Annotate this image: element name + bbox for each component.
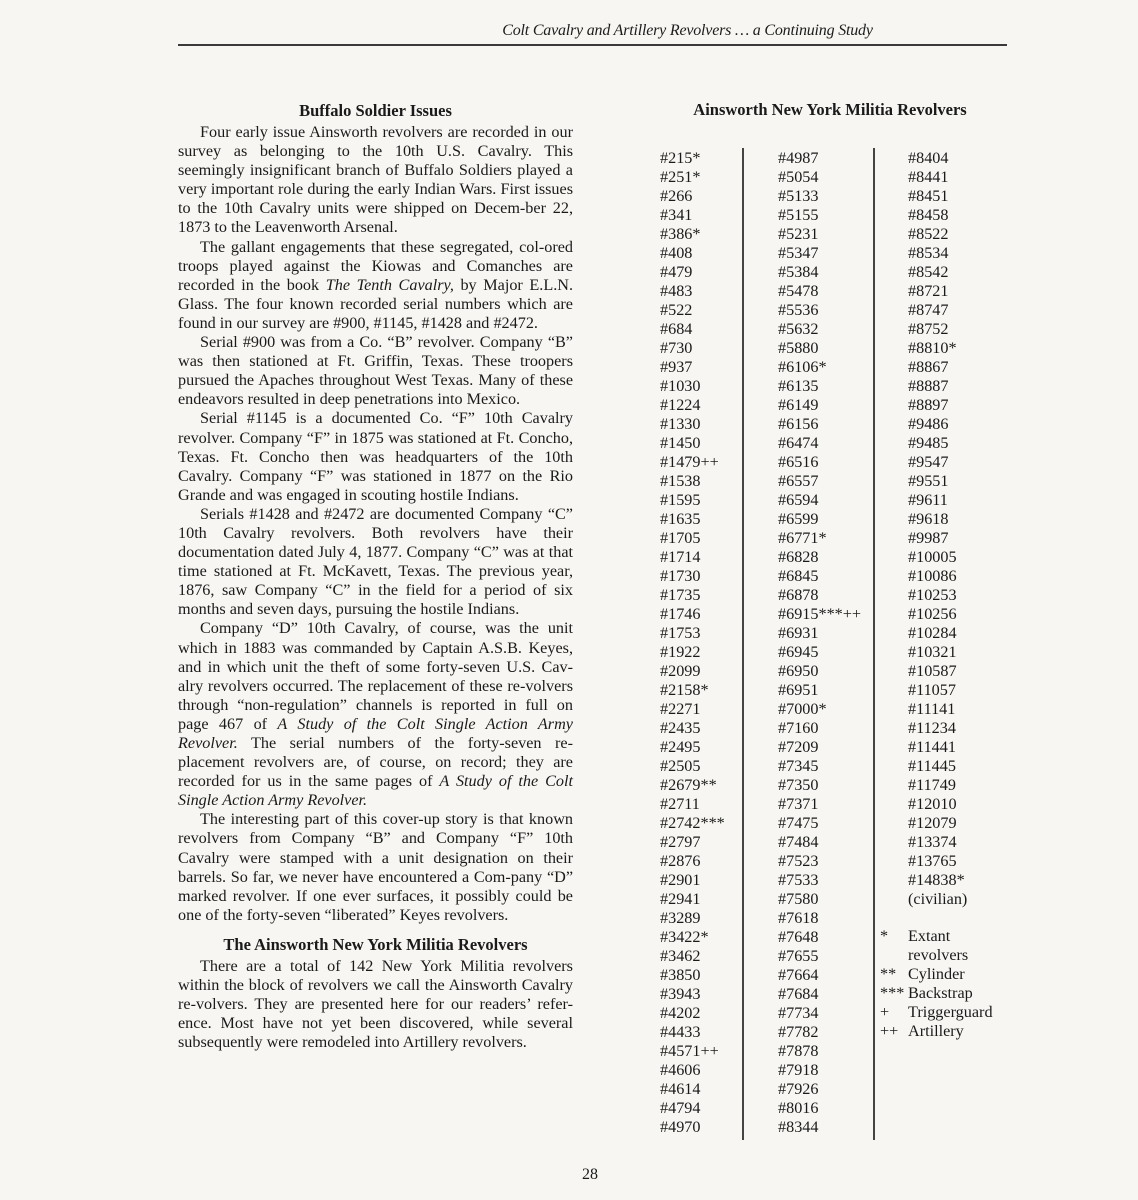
paragraph-1: Four early issue Ainsworth revolvers are recorded in our survey as belonging to the 10th U.S. Cavalry. This seemingly insignificant branch of Buffalo Soldiers played a very important role during the early Indian Wars. First issues to the 10th Cavalry units were shipped on Decem-ber 22, 1873 to the Leavenworth Arsenal. xyxy=(178,123,573,237)
serial-number: #7475 xyxy=(778,814,819,832)
serial-number: #5632 xyxy=(778,320,819,338)
legend-symbol: *** xyxy=(880,984,905,1002)
serial-number: #8016 xyxy=(778,1099,819,1117)
serial-number: #6516 xyxy=(778,453,819,471)
serial-number: #8404 xyxy=(908,149,949,167)
serial-number: #10005 xyxy=(908,548,957,566)
serial-number: #13765 xyxy=(908,852,957,870)
serial-number: #10284 xyxy=(908,624,957,642)
paragraph-2-text-end: by Major E.L.N. Glass. The four known recorded serial numbers which are found in our survey are #900, #1145, #1428 and #2472. xyxy=(178,275,573,332)
serial-number: #12010 xyxy=(908,795,957,813)
serial-number: #10321 xyxy=(908,643,957,661)
serial-number: #7580 xyxy=(778,890,819,908)
serial-number: #3422* xyxy=(660,928,709,946)
serial-number: #9547 xyxy=(908,453,949,471)
serial-number: #2679** xyxy=(660,776,717,794)
serial-number: #7484 xyxy=(778,833,819,851)
serial-number: #4970 xyxy=(660,1118,701,1136)
legend-symbol: ** xyxy=(880,965,897,983)
legend-label: Cylinder xyxy=(908,965,965,983)
serial-number: #10253 xyxy=(908,586,957,604)
serial-number: #8451 xyxy=(908,187,949,205)
column-divider-2 xyxy=(873,148,875,1140)
serial-number: #4614 xyxy=(660,1080,701,1098)
serial-number: #5478 xyxy=(778,282,819,300)
serial-number: #4987 xyxy=(778,149,819,167)
serial-number: #9485 xyxy=(908,434,949,452)
serial-number: #684 xyxy=(660,320,693,338)
serial-number: #2797 xyxy=(660,833,701,851)
serial-number: #11141 xyxy=(908,700,956,718)
serial-number: #5536 xyxy=(778,301,819,319)
serial-number: #479 xyxy=(660,263,693,281)
legend-symbol: ++ xyxy=(880,1022,899,1040)
serial-number: #1030 xyxy=(660,377,701,395)
serial-number: #7345 xyxy=(778,757,819,775)
serial-number: #341 xyxy=(660,206,693,224)
column-divider-1 xyxy=(742,148,744,1140)
legend-label: revolvers xyxy=(908,946,969,964)
serial-number: #8721 xyxy=(908,282,949,300)
serial-number: #2099 xyxy=(660,662,701,680)
legend-symbol: * xyxy=(880,927,889,945)
serial-number: #408 xyxy=(660,244,693,262)
book-title-colt-study-1: A Study of the Colt Single Action Army Revolver. xyxy=(178,714,573,752)
serial-number: #10587 xyxy=(908,662,957,680)
section-title-ny-militia: The Ainsworth New York Militia Revolvers xyxy=(223,934,528,954)
serial-number: #1735 xyxy=(660,586,701,604)
serial-number: #2876 xyxy=(660,852,701,870)
serial-number: #1635 xyxy=(660,510,701,528)
serial-number: #1330 xyxy=(660,415,701,433)
legend-item xyxy=(880,1003,1020,1022)
serial-table-title: Ainsworth New York Militia Revolvers xyxy=(693,100,967,119)
serial-number: #7523 xyxy=(778,852,819,870)
serial-number: #4571++ xyxy=(660,1042,719,1060)
serial-number: #2505 xyxy=(660,757,701,775)
serial-number: #11445 xyxy=(908,757,956,775)
serial-number: #6951 xyxy=(778,681,819,699)
serial-number: #7160 xyxy=(778,719,819,737)
page-number: 28 xyxy=(582,1166,598,1183)
serial-number: #2271 xyxy=(660,700,701,718)
book-title-colt-study-2: A Study of the Colt Single Action Army Revolver. xyxy=(178,772,573,810)
serial-number: #3289 xyxy=(660,909,701,927)
serial-number: #1714 xyxy=(660,548,701,566)
serial-number: #6950 xyxy=(778,662,819,680)
serial-number: #2742*** xyxy=(660,814,725,832)
serial-number: #8897 xyxy=(908,396,949,414)
serial-number: #3943 xyxy=(660,985,701,1003)
serial-number: #2901 xyxy=(660,871,701,889)
paragraph-2 xyxy=(178,238,573,333)
serial-number: #6931 xyxy=(778,624,819,642)
paragraph-ny-militia: There are a total of 142 New York Militia revolvers within the block of revolvers we call the Ainsworth Cavalry re-volvers. They are presented here for our readers’ refer-ence. Most have not yet been discovered, while several subsequently were remodeled into Artillery revolvers. xyxy=(178,956,573,1052)
serial-number: #1479++ xyxy=(660,453,719,471)
section-title-buffalo-soldier: Buffalo Soldier Issues xyxy=(299,101,452,120)
serial-number: #730 xyxy=(660,339,693,357)
legend-item xyxy=(880,1022,1020,1041)
serial-number: #8534 xyxy=(908,244,949,262)
serial-number: #14838* xyxy=(908,871,965,889)
civilian-note: (civilian) xyxy=(908,890,968,908)
serial-number: #12079 xyxy=(908,814,957,832)
serial-number: #522 xyxy=(660,301,693,319)
serial-number: #5347 xyxy=(778,244,819,262)
serial-number: #937 xyxy=(660,358,693,376)
serial-number: #3850 xyxy=(660,966,701,984)
serial-number: #6135 xyxy=(778,377,819,395)
serial-column-3 xyxy=(908,149,967,909)
serial-number: #2711 xyxy=(660,795,700,813)
serial-number: #7648 xyxy=(778,928,819,946)
serial-number: #7734 xyxy=(778,1004,819,1022)
serial-number: #6594 xyxy=(778,491,819,509)
legend xyxy=(880,927,1020,1041)
paragraph-4: Serial #1145 is a documented Co. “F” 10th Cavalry revolver. Company “F” in 1875 was stationed at Ft. Concho, Texas. Ft. Concho then was headquarters of the 10th Cavalry. Company “F” was stationed in 1877 on the Rio Grande and was engaged in scouting hostile Indians. xyxy=(178,409,573,504)
header-rule xyxy=(178,44,1007,46)
serial-number: #7664 xyxy=(778,966,819,984)
legend-label: Artillery xyxy=(908,1022,964,1040)
serial-number: #6771* xyxy=(778,529,827,547)
running-head xyxy=(178,22,1007,40)
serial-number: #6945 xyxy=(778,643,819,661)
serial-number: #10256 xyxy=(908,605,957,623)
serial-number: #215* xyxy=(660,149,701,167)
serial-number: #7371 xyxy=(778,795,819,813)
paragraph-3: Serial #900 was from a Co. “B” revolver. Company “B” was then stationed at Ft. Griffin, Texas. These troopers pursued the Apaches throughout West Texas. Many of these endeavors resulted in deep penetrations into Mexico. xyxy=(178,333,573,409)
serial-number: #11234 xyxy=(908,719,956,737)
serial-number: #11057 xyxy=(908,681,956,699)
serial-number: #6845 xyxy=(778,567,819,585)
serial-number: #386* xyxy=(660,225,701,243)
legend-symbol xyxy=(880,946,908,965)
serial-number: #6156 xyxy=(778,415,819,433)
serial-number: #7878 xyxy=(778,1042,819,1060)
serial-number: #6149 xyxy=(778,396,819,414)
serial-number: #1753 xyxy=(660,624,701,642)
serial-number: #6599 xyxy=(778,510,819,528)
running-head-title: Colt Cavalry and Artillery Revolvers … a Continuing Study xyxy=(502,22,873,39)
serial-number: #1922 xyxy=(660,643,701,661)
paragraph-6-text-mid: The serial numbers of the forty-seven re-placement revolvers are, of course, on record; they are recorded for us in the same pages of xyxy=(178,734,573,791)
serial-number: #1450 xyxy=(660,434,701,452)
serial-column-2 xyxy=(778,149,861,1137)
serial-number: #9611 xyxy=(908,491,948,509)
serial-number: #5231 xyxy=(778,225,819,243)
book-title-tenth-cavalry: The Tenth Cavalry, xyxy=(325,275,454,294)
serial-number: #7926 xyxy=(778,1080,819,1098)
serial-number: #10086 xyxy=(908,567,957,585)
serial-number: #4794 xyxy=(660,1099,701,1117)
serial-number: #8752 xyxy=(908,320,949,338)
serial-number: #8344 xyxy=(778,1118,819,1136)
serial-number: #1730 xyxy=(660,567,701,585)
serial-number: #7684 xyxy=(778,985,819,1003)
serial-number: #8810* xyxy=(908,339,957,357)
serial-number: #11441 xyxy=(908,738,956,756)
serial-number: #1224 xyxy=(660,396,701,414)
serial-number: #7533 xyxy=(778,871,819,889)
serial-number: #8542 xyxy=(908,263,949,281)
serial-number: #9618 xyxy=(908,510,949,528)
legend-item xyxy=(880,946,1020,965)
legend-item xyxy=(880,927,1020,946)
serial-number: #2495 xyxy=(660,738,701,756)
serial-number: #7209 xyxy=(778,738,819,756)
serial-number: #1746 xyxy=(660,605,701,623)
serial-number: #13374 xyxy=(908,833,957,851)
serial-number: #2435 xyxy=(660,719,701,737)
serial-number: #8458 xyxy=(908,206,949,224)
serial-number: #6106* xyxy=(778,358,827,376)
serial-number: #251* xyxy=(660,168,701,186)
legend-label: Backstrap xyxy=(908,984,973,1002)
serial-number: #9987 xyxy=(908,529,949,547)
serial-number: #5880 xyxy=(778,339,819,357)
serial-number: #6878 xyxy=(778,586,819,604)
serial-number: #5384 xyxy=(778,263,819,281)
paragraph-6-text: Company “D” 10th Cavalry, of course, was the unit which in 1883 was commanded by Captain A.S.B. Keyes, and in which unit the theft of some forty-seven U.S. Cav-alry revolvers occurred. The replacement of these re-volvers through “non-regulation” channels is reported in full on page 467 of xyxy=(178,619,573,733)
serial-number: #4433 xyxy=(660,1023,701,1041)
serial-number: #5133 xyxy=(778,187,819,205)
serial-number: #266 xyxy=(660,187,693,205)
paragraph-5: Serials #1428 and #2472 are documented Company “C” 10th Cavalry revolvers. Both revolvers have their documentation dated July 4, 1877. Company “C” was at that time stationed at Ft. McKavett, Texas. The previous year, 1876, saw Company “C” in the field for a period of six months and seven days, pursuing the hostile Indians. xyxy=(178,504,573,619)
serial-number: #2941 xyxy=(660,890,701,908)
serial-number: #6828 xyxy=(778,548,819,566)
paragraph-7: The interesting part of this cover-up story is that known revolvers from Company “B” and Company “F” 10th Cavalry were stamped with a unit designation on their barrels. So far, we never have encountered a Com-pany “D” marked revolver. If one ever surfaces, it possibly could be one of the forty-seven “liberated” Keyes revolvers. xyxy=(178,810,573,924)
paragraph-6 xyxy=(178,619,573,810)
serial-number: #1595 xyxy=(660,491,701,509)
serial-number: #1705 xyxy=(660,529,701,547)
legend-item xyxy=(880,984,1020,1003)
serial-number: #7000* xyxy=(778,700,827,718)
serial-number: #3462 xyxy=(660,947,701,965)
serial-number: #6915***++ xyxy=(778,605,862,623)
serial-number: #1538 xyxy=(660,472,701,490)
serial-number: #5155 xyxy=(778,206,819,224)
serial-number: #7782 xyxy=(778,1023,819,1041)
legend-item xyxy=(880,965,1020,984)
serial-number: #7655 xyxy=(778,947,819,965)
serial-column-1 xyxy=(660,149,725,1137)
serial-number: #9551 xyxy=(908,472,949,490)
serial-number: #5054 xyxy=(778,168,819,186)
serial-number: #4202 xyxy=(660,1004,701,1022)
serial-number: #11749 xyxy=(908,776,956,794)
legend-symbol: + xyxy=(880,1003,890,1021)
serial-number: #8441 xyxy=(908,168,949,186)
serial-number: #483 xyxy=(660,282,693,300)
legend-label: Triggerguard xyxy=(908,1003,993,1021)
paragraph-2-text: The gallant engagements that these segregated, col-ored troops played against the Kiowas and Comanches are recorded in the book xyxy=(178,237,573,294)
legend-label: Extant xyxy=(908,927,951,945)
serial-number: #2158* xyxy=(660,681,709,699)
serial-number: #8867 xyxy=(908,358,949,376)
article-column xyxy=(178,100,573,1052)
serial-number: #6474 xyxy=(778,434,819,452)
serial-number: #7350 xyxy=(778,776,819,794)
serial-number: #4606 xyxy=(660,1061,701,1079)
serial-number: #8887 xyxy=(908,377,949,395)
serial-number: #9486 xyxy=(908,415,949,433)
serial-number: #8747 xyxy=(908,301,949,319)
serial-number: #6557 xyxy=(778,472,819,490)
serial-number: #7918 xyxy=(778,1061,819,1079)
serial-number: #8522 xyxy=(908,225,949,243)
serial-number: #7618 xyxy=(778,909,819,927)
